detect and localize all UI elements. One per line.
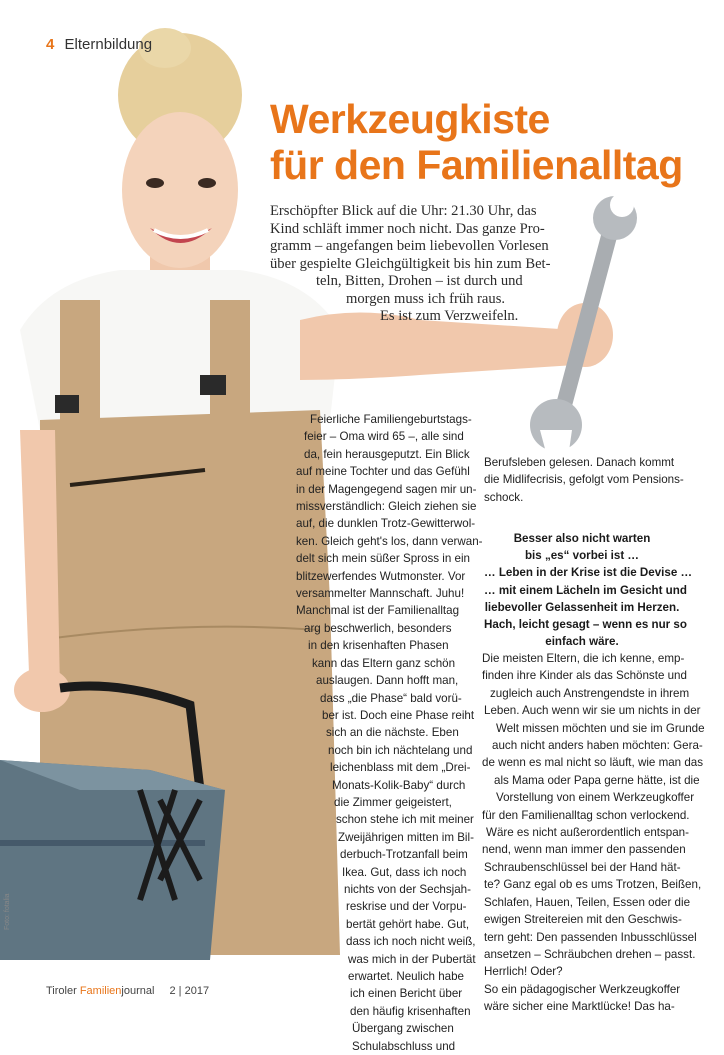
text-line: versammelter Mannschaft. Juhu!	[296, 587, 465, 601]
callout-line: … Leben in der Krise ist die Devise …	[484, 566, 693, 580]
callout-line: einfach wäre.	[545, 635, 619, 649]
text-line: Manchmal ist der Familienalltag	[296, 604, 460, 618]
text-line: Schulabschluss und	[352, 1039, 456, 1053]
text-line: auf meine Tochter und das Gefühl	[296, 465, 470, 479]
text-line: ewigen Streitereien mit den Geschwis-	[484, 913, 682, 927]
text-line: bertät gehört habe. Gut,	[346, 917, 470, 931]
lead-line: Es ist zum Verzweifeln.	[380, 308, 519, 324]
text-line: auslaugen. Dann hofft man,	[316, 674, 459, 688]
lead-line: Kind schläft immer noch nicht. Das ganze Pro-	[270, 220, 545, 237]
callout-line: … mit einem Lächeln im Gesicht und	[484, 583, 687, 597]
text-line: Vorstellung von einem Werkzeugkoffer	[496, 791, 695, 805]
text-line: Monats-Kolik-Baby“ durch	[332, 778, 466, 792]
text-line: kann das Eltern ganz schön	[312, 656, 456, 670]
text-line: da, fein herausgeputzt. Ein Blick	[304, 447, 470, 461]
footer-prefix: Tiroler	[46, 985, 80, 997]
callout-line: Hach, leicht gesagt – wenn es nur so	[484, 618, 687, 632]
text-line: nend, wenn man immer den passenden	[482, 843, 686, 857]
text-line: dass ich noch nicht weiß,	[346, 935, 476, 949]
text-line: Berufsleben gelesen. Danach kommt	[484, 456, 675, 469]
text-line: wäre sicher eine Marktlücke! Das ha-	[484, 1000, 675, 1014]
section-label: Elternbildung	[64, 36, 153, 53]
callout-box	[484, 530, 693, 650]
text-line: auf, die dunklen Trotz-Gewitterwol-	[296, 517, 476, 531]
callout-line: liebevoller Gelassenheit im Herzen.	[484, 600, 680, 614]
footer-brand: Familien	[79, 985, 122, 997]
text-line: Leben. Auch wenn wir sie um nichts in der	[484, 704, 701, 718]
text-line: ansetzen – Schräubchen drehen – passt.	[484, 947, 696, 961]
text-line: Die meisten Eltern, die ich kenne, emp-	[482, 652, 685, 665]
text-line: Zweijährigen mitten im Bil-	[338, 830, 474, 844]
text-line: schon stehe ich mit meiner	[336, 813, 474, 827]
headline-line-1: Werkzeugkiste	[270, 96, 550, 142]
lead-paragraph	[270, 203, 570, 326]
footer-suffix: journal	[121, 985, 155, 997]
lead-line: Erschöpfter Blick auf die Uhr: 21.30 Uhr, das	[270, 203, 537, 219]
text-line: leichenblass mit dem „Drei-	[330, 761, 471, 775]
text-line: in der Magengegend sagen mir un-	[296, 482, 477, 496]
callout-line: bis „es“ vorbei ist …	[524, 549, 640, 563]
headline	[270, 96, 710, 188]
text-line: Schraubenschlüssel bei der Hand hät-	[484, 860, 681, 874]
text-line: delt sich mein süßer Spross in ein	[296, 552, 470, 566]
photo-credit: Foto: fotalia	[4, 893, 11, 930]
text-line: de wenn es mal nicht so läuft, wie man das	[482, 756, 704, 770]
text-line: Feierliche Familiengeburtstags-	[310, 413, 472, 426]
text-line: arg beschwerlich, besonders	[304, 621, 452, 635]
text-line: tern geht: Den passenden Inbusschlüssel	[484, 930, 697, 944]
text-line: die Zimmer geigeistert,	[334, 795, 452, 809]
lead-line: gramm – angefangen beim liebevollen Vorlesen	[270, 238, 549, 254]
text-line: dass „die Phase“ bald vorü-	[320, 691, 462, 705]
text-line: ber ist. Doch eine Phase reiht	[322, 708, 475, 722]
text-line: So ein pädagogischer Werkzeugkoffer	[484, 982, 681, 996]
text-line: erwartet. Neulich habe	[348, 970, 464, 983]
face-shape	[122, 112, 238, 268]
text-line: feier – Oma wird 65 –, alle sind	[304, 430, 464, 444]
text-line: als Mama oder Papa gerne hätte, ist die	[494, 773, 700, 787]
lead-line: teln, Bitten, Drohen – ist durch und	[316, 273, 523, 289]
text-line: reskrise und der Vorpu-	[346, 900, 467, 914]
text-line: derbuch-Trotzanfall beim	[340, 848, 468, 862]
text-line: zugleich auch Anstrengendste in ihrem	[490, 686, 690, 700]
text-line: ken. Gleich geht's los, dann verwan-	[296, 534, 483, 548]
text-line: in den krisenhaften Phasen	[308, 639, 449, 653]
text-line: Übergang zwischen	[352, 1022, 454, 1036]
text-line: Schlafen, Hauen, Teilen, Essen oder die	[484, 895, 691, 909]
text-line: was mich in der Pubertät	[348, 952, 476, 966]
lead-line: über gespielte Gleichgültigkeit bis hin zum Bet-	[270, 255, 551, 272]
text-line: Ikea. Gut, dass ich noch	[342, 865, 467, 879]
text-line: für den Familienalltag schon verlockend.	[482, 808, 690, 822]
text-line: Wäre es nicht außerordentlich entspan-	[486, 826, 689, 840]
text-line: auch nicht anders haben möchten: Gera-	[492, 739, 703, 753]
text-line: Welt missen möchten und sie im Grunde	[496, 721, 705, 735]
text-line: noch bin ich nächtelang und	[328, 743, 473, 757]
text-line: finden ihre Kinder als das Schönste und	[482, 669, 687, 683]
body-column-right-top	[484, 454, 684, 506]
text-line: missverständlich: Gleich ziehen sie	[296, 500, 477, 514]
text-line: die Midlifecrisis, gefolgt vom Pensions-	[484, 473, 684, 487]
text-line: den häufig krisenhaften	[350, 1004, 471, 1018]
lead-line: morgen muss ich früh raus.	[346, 290, 506, 307]
callout-line: Besser also nicht warten	[513, 532, 651, 545]
text-line: sich an die nächste. Eben	[326, 726, 459, 740]
text-line: te? Ganz egal ob es ums Trotzen, Beißen,	[484, 878, 702, 892]
body-column-right	[482, 650, 705, 1016]
section-header	[46, 36, 152, 53]
text-line: ich einen Bericht über	[350, 987, 463, 1001]
footer	[46, 985, 209, 997]
text-line: Herrlich! Oder?	[484, 965, 563, 979]
page-number: 4	[46, 36, 55, 53]
body-column-left	[296, 411, 483, 1055]
footer-issue: 2 | 2017	[169, 985, 210, 997]
text-line: schock.	[484, 490, 524, 504]
text-line: nichts von der Sechsjah-	[344, 882, 471, 896]
text-line: blitzewerfendes Wutmonster. Vor	[296, 569, 466, 583]
headline-line-2: für den Familienalltag	[270, 142, 683, 188]
